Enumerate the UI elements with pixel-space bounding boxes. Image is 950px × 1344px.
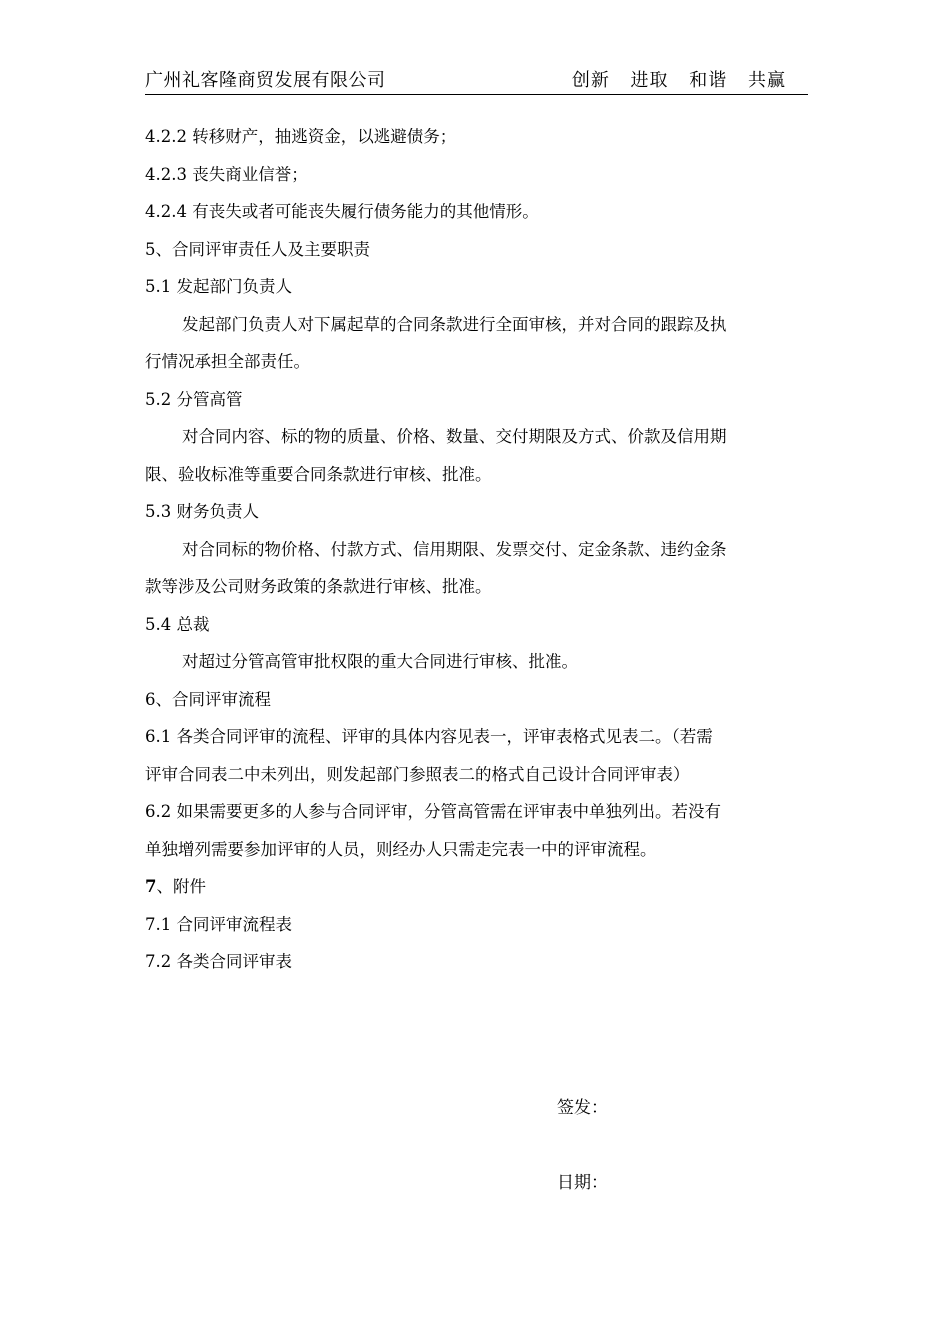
date-label: 日期： <box>557 1173 608 1193</box>
clause-5-2-text-1: 对合同内容、标的物的质量、价格、数量、交付期限及方式、价款及信用期 <box>182 427 727 446</box>
clause-5-4-text: 对超过分管高管审批权限的重大合同进行审核、批准。 <box>182 652 578 671</box>
section-5-heading: 5、合同评审责任人及主要职责 <box>145 239 370 259</box>
clause-5-3-text-1: 对合同标的物价格、付款方式、信用期限、发票交付、定金条款、违约金条 <box>182 539 727 559</box>
clause-5-4-heading: 5.4 总裁 <box>145 614 210 634</box>
section-7-heading <box>145 868 808 906</box>
clause-5-2-text-2: 限、验收标准等重要合同条款进行审核、批准。 <box>145 464 492 484</box>
document-body <box>145 118 808 981</box>
page-header <box>145 64 808 95</box>
clause-5-3-heading: 5.3 财务负责人 <box>145 502 259 521</box>
clause-6-1-text-1: 6.1 各类合同评审的流程、评审的具体内容见表一，评审表格式见表二。（若需 <box>145 727 713 746</box>
clause-5-1-heading: 5.1 发起部门负责人 <box>145 277 292 296</box>
clause-4-2-4: 4.2.4 有丧失或者可能丧失履行债务能力的其他情形。 <box>145 202 539 221</box>
clause-6-2-text-2: 单独增列需要参加评审的人员，则经办人只需走完表一中的评审流程。 <box>145 839 657 859</box>
clause-5-2-heading: 5.2 分管高管 <box>145 389 243 409</box>
clause-6-2-text-1: 6.2 如果需要更多的人参与合同评审，分管高管需在评审表中单独列出。若没有 <box>145 802 721 821</box>
clause-4-2-2: 4.2.2 转移财产，抽逃资金，以逃避债务； <box>145 127 457 146</box>
section-7-number: 7 <box>145 877 157 896</box>
clause-4-2-3: 4.2.3 丧失商业信誉； <box>145 164 308 184</box>
company-name: 广州礼客隆商贸发展有限公司 <box>145 70 386 91</box>
sign-label: 签发： <box>557 1098 608 1118</box>
section-7-title: 、附件 <box>156 877 206 896</box>
attachment-7-2: 7.2 各类合同评审表 <box>145 952 292 971</box>
attachment-7-1: 7.1 合同评审流程表 <box>145 914 292 934</box>
clause-5-1-text-2: 行情况承担全部责任。 <box>145 352 310 371</box>
clause-5-3-text-2: 款等涉及公司财务政策的条款进行审核、批准。 <box>145 577 492 596</box>
company-motto: 创新 进取 和谐 共赢 <box>571 70 786 91</box>
clause-5-1-text-1: 发起部门负责人对下属起草的合同条款进行全面审核，并对合同的跟踪及执 <box>182 314 727 334</box>
section-6-heading: 6、合同评审流程 <box>145 689 271 709</box>
clause-6-1-text-2: 评审合同表二中未列出，则发起部门参照表二的格式自己设计合同评审表） <box>145 764 690 784</box>
